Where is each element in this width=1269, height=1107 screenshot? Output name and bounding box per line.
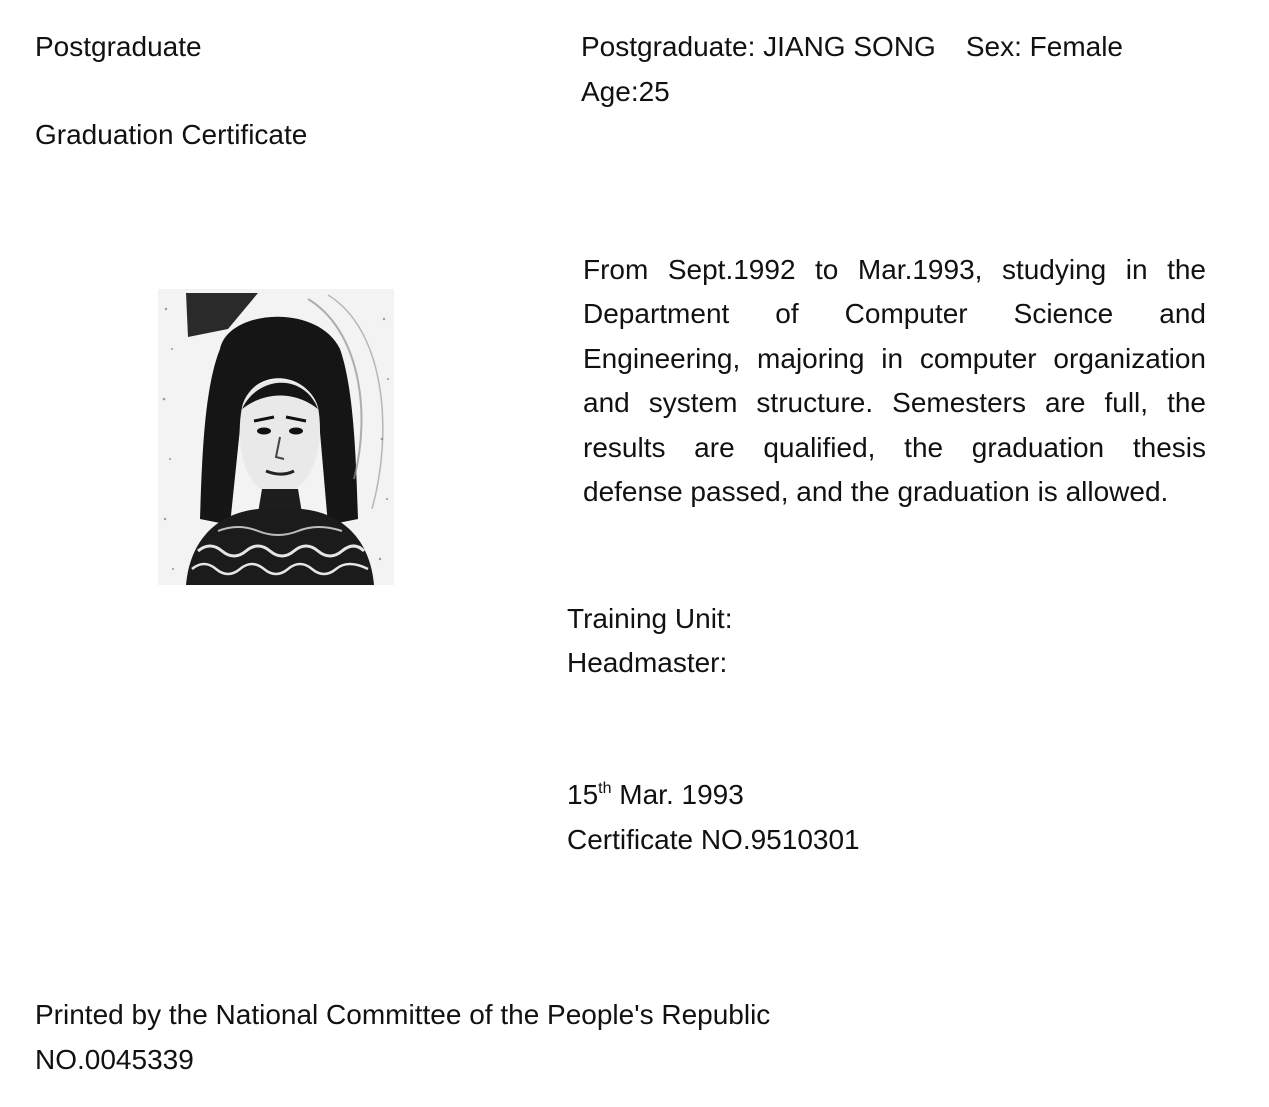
student-name: JIANG SONG [763, 31, 936, 62]
certificate-body-text: From Sept.1992 to Mar.1993, studying in the Department of Computer Science and Engineering, majoring in computer organization and system structure. Semesters are full, the results are qualified, the graduation thesis defense passed, and the graduation is allowed. [583, 254, 1206, 508]
training-unit-label: Training Unit: [567, 603, 733, 634]
certificate-type-label: Postgraduate [35, 31, 202, 62]
student-photo [158, 289, 394, 585]
headmaster-label: Headmaster: [567, 647, 728, 678]
issue-day-suffix: th [598, 780, 612, 797]
printed-by-text: Printed by the National Committee of the People's Republic [35, 999, 771, 1030]
sex-label: Sex: [965, 31, 1022, 62]
serial-number: NO.0045339 [35, 1044, 194, 1075]
certificate-title: Graduation Certificate [35, 119, 308, 150]
issue-day: 15 [567, 779, 599, 810]
issue-date [567, 781, 744, 809]
student-info-line [581, 33, 1123, 61]
name-label: Postgraduate: [581, 31, 756, 62]
student-sex: Female [1029, 31, 1124, 62]
issue-month-year: Mar. 1993 [619, 779, 744, 810]
certificate-number: Certificate NO.9510301 [567, 824, 860, 855]
student-age: Age:25 [581, 76, 670, 107]
